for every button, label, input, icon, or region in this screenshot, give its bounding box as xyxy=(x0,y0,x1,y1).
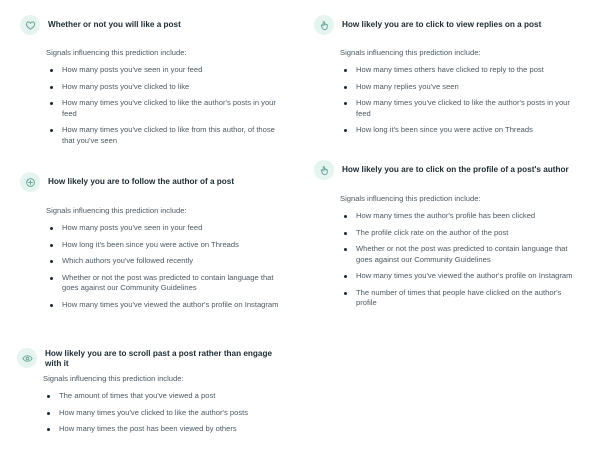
signal-list xyxy=(17,391,279,435)
card-header xyxy=(314,160,584,180)
signal-list xyxy=(314,65,584,136)
list-item: How many replies you've seen xyxy=(340,82,584,93)
prediction-card-author-profile xyxy=(314,160,584,315)
list-item: How many times you've clicked to like the author's posts in your feed xyxy=(340,98,584,119)
list-item: How many times you've viewed the author's profile on Instagram xyxy=(340,271,584,282)
list-item: How many times you've viewed the author's profile on Instagram xyxy=(46,300,282,311)
list-item: How many posts you've clicked to like xyxy=(46,82,282,93)
card-title: How likely you are to click on the profile of a post's author xyxy=(342,165,569,174)
list-item: Which authors you've followed recently xyxy=(46,256,282,267)
list-item: The amount of times that you've viewed a post xyxy=(43,391,279,402)
prediction-card-view-replies xyxy=(314,15,584,142)
card-header xyxy=(314,15,584,35)
list-item: How many times you've clicked to like from this author, of those that you've seen xyxy=(46,125,282,146)
list-item: How many posts you've seen in your feed xyxy=(46,65,282,76)
prediction-card-scroll-past xyxy=(17,348,279,441)
heart-icon xyxy=(20,15,40,35)
card-subtitle: Signals influencing this prediction include: xyxy=(46,206,187,215)
tap-finger-icon xyxy=(314,160,334,180)
list-item: How many times the author's profile has been clicked xyxy=(340,211,584,222)
list-item: The number of times that people have clicked on the author's profile xyxy=(340,288,584,309)
list-item: How long it's been since you were active on Threads xyxy=(46,240,282,251)
card-subtitle: Signals influencing this prediction include: xyxy=(43,374,184,383)
signal-list xyxy=(314,211,584,309)
card-header xyxy=(20,15,282,35)
card-title: How likely you are to scroll past a post rather than engage with it xyxy=(45,349,273,368)
card-subtitle: Signals influencing this prediction include: xyxy=(340,194,481,203)
prediction-card-follow-author xyxy=(20,172,282,316)
list-item: How many times others have clicked to reply to the post xyxy=(340,65,584,76)
list-item: The profile click rate on the author of the post xyxy=(340,228,584,239)
list-item: Whether or not the post was predicted to contain language that goes against our Community Guidelines xyxy=(340,244,584,265)
card-subtitle: Signals influencing this prediction include: xyxy=(46,48,187,57)
list-item: How many times you've clicked to like the author's posts in your feed xyxy=(46,98,282,119)
card-subtitle: Signals influencing this prediction include: xyxy=(340,48,481,57)
signal-list xyxy=(20,65,282,146)
card-title: How likely you are to click to view replies on a post xyxy=(342,20,542,29)
signal-list xyxy=(20,223,282,310)
list-item: How long it's been since you were active on Threads xyxy=(340,125,584,136)
list-item: How many times the post has been viewed by others xyxy=(43,424,279,435)
plus-circle-icon xyxy=(20,172,40,192)
prediction-card-like xyxy=(20,15,282,152)
eye-icon xyxy=(17,348,37,368)
list-item: How many posts you've seen in your feed xyxy=(46,223,282,234)
tap-finger-icon xyxy=(314,15,334,35)
card-title: Whether or not you will like a post xyxy=(48,20,181,29)
card-title: How likely you are to follow the author of a post xyxy=(48,177,235,186)
card-header xyxy=(17,348,279,369)
card-header xyxy=(20,172,282,192)
list-item: How many times you've clicked to like the author's posts xyxy=(43,408,279,419)
list-item: Whether or not the post was predicted to contain language that goes against our Community Guidelines xyxy=(46,273,282,294)
